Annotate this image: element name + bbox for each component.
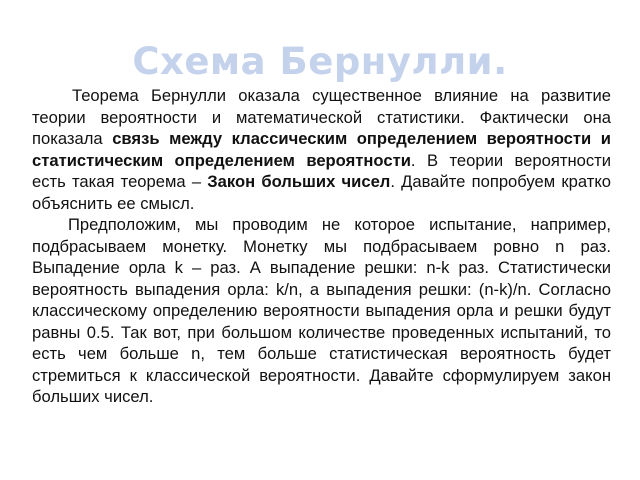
paragraph1-bold-relation: связь между классическим определением вероятности и статистическим определением вероятности	[32, 129, 611, 170]
slide-title: Схема Бернулли.	[132, 40, 508, 83]
slide-body	[32, 85, 611, 408]
paragraph1-text-b: . В теории вероятности есть такая теорема –	[32, 150, 612, 191]
paragraph-bernoulli-theorem	[32, 85, 611, 214]
paragraph1-text-c: . Давайте попробуем кратко объяснить ее смысл.	[32, 172, 611, 213]
paragraph1-bold-law: Закон больших чисел	[207, 172, 391, 191]
paragraph1-text-a: Теорема Бернулли оказала существенное влияние на развитие теории вероятности и математической статистики. Фактически она показала	[32, 86, 611, 148]
paragraph-coin-example: Предположим, мы проводим не которое испытание, например, подбрасываем монетку. Монетку мы подбрасываем ровно n раз. Выпадение орла k – раз. А выпадение решки: n-k раз. Статистически вероятность выпадения орла: k/n, а выпадения решки: (n-k)/n. Согласно классическому определению вероятности выпадения орла и решки будут равны 0.5. Так вот, при большом количестве проведенных испытаний, то есть чем больше n, тем больше статистическая вероятность будет стремиться к классической вероятности. Давайте сформулируем закон больших чисел.	[32, 215, 611, 406]
